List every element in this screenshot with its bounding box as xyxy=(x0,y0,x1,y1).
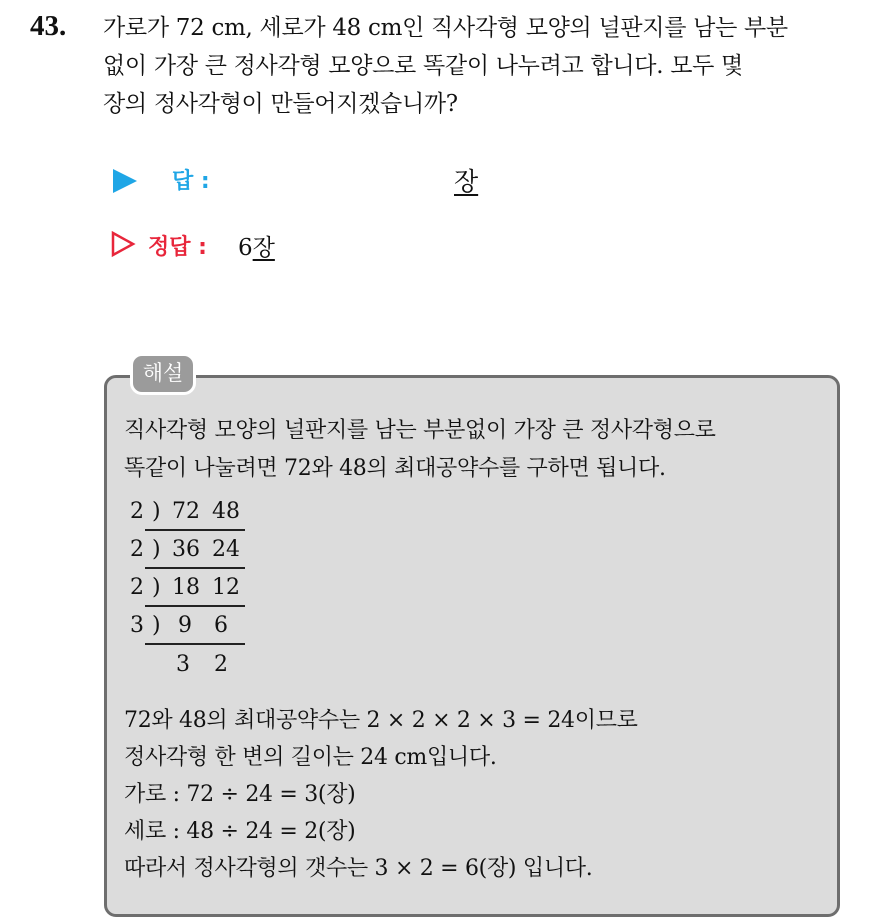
division-row xyxy=(130,613,270,651)
answer-unit: 장 xyxy=(454,167,479,196)
division-value: 9 xyxy=(178,613,192,638)
division-bracket: ) xyxy=(152,499,161,524)
division-line xyxy=(145,605,245,607)
question-line: 장의 정사각형이 만들어지겠습니까? xyxy=(103,91,458,117)
question-line: 가로가 72 cm, 세로가 48 cm인 직사각형 모양의 널판지를 남는 부분 xyxy=(103,15,788,41)
division-quotient-row xyxy=(130,652,270,690)
correct-answer-unit: 장 xyxy=(252,235,275,261)
solution-line: 세로 : 48 ÷ 24 = 2(장) xyxy=(124,819,356,844)
quotient-value: 2 xyxy=(214,652,228,677)
question-line: 없이 가장 큰 정사각형 모양으로 똑같이 나누려고 합니다. 모두 몇 xyxy=(103,53,743,79)
division-divisor: 2 xyxy=(130,537,144,562)
solution-line: 72와 48의 최대공약수는 2 × 2 × 2 × 3 = 24이므로 xyxy=(124,708,638,733)
play-triangle-icon xyxy=(113,169,137,193)
question-number: 43. xyxy=(30,10,67,42)
quotient-value: 3 xyxy=(176,652,190,677)
solution-intro-line: 직사각형 모양의 널판지를 남는 부분없이 가장 큰 정사각형으로 xyxy=(124,418,716,443)
division-value: 72 xyxy=(172,499,200,524)
division-row xyxy=(130,537,270,575)
solution-intro-line: 똑같이 나눌려면 72와 48의 최대공약수를 구하면 됩니다. xyxy=(124,456,666,481)
division-value: 6 xyxy=(214,613,228,638)
division-divisor: 3 xyxy=(130,613,144,638)
division-line xyxy=(145,643,245,645)
correct-answer-number: 6 xyxy=(238,235,253,261)
answer-label: 답 : xyxy=(172,169,210,194)
division-row xyxy=(130,575,270,613)
division-value: 12 xyxy=(212,575,240,600)
correct-answer-value xyxy=(238,229,275,262)
solution-line: 가로 : 72 ÷ 24 = 3(장) xyxy=(124,782,356,807)
division-value: 24 xyxy=(212,537,240,562)
division-divisor: 2 xyxy=(130,499,144,524)
solution-tab: 해설 xyxy=(130,353,196,395)
division-bracket: ) xyxy=(152,613,161,638)
solution-line: 따라서 정사각형의 갯수는 3 × 2 = 6(장) 입니다. xyxy=(124,856,593,881)
division-bracket: ) xyxy=(152,537,161,562)
division-line xyxy=(145,567,245,569)
division-divisor: 2 xyxy=(130,575,144,600)
answer-row xyxy=(110,162,610,202)
division-value: 48 xyxy=(212,499,240,524)
correct-answer-label: 정답 : xyxy=(148,235,207,260)
division-line xyxy=(145,529,245,531)
outline-play-triangle-icon xyxy=(110,230,136,258)
correct-answer-row xyxy=(110,228,610,268)
division-row xyxy=(130,499,270,537)
solution-line: 정사각형 한 변의 길이는 24 cm입니다. xyxy=(124,745,497,770)
division-bracket: ) xyxy=(152,575,161,600)
question-text xyxy=(103,9,873,123)
division-value: 18 xyxy=(172,575,200,600)
division-value: 36 xyxy=(172,537,200,562)
